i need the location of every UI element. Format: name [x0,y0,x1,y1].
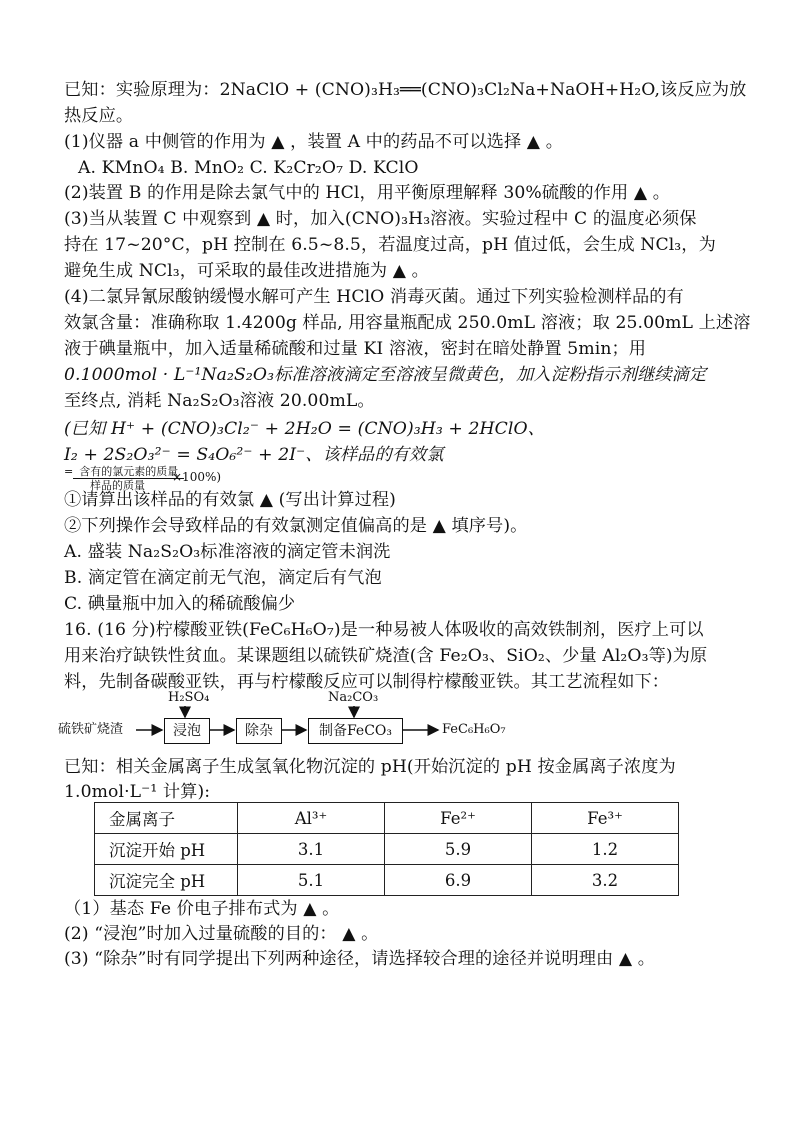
text-line: 避免生成 NCl₃，可采取的最佳改进措施为 ▲ 。 [64,261,429,281]
formula-tail: ×100%) [172,470,222,484]
option-c: C. 碘量瓶中加入的稀硫酸偏少 [64,594,296,614]
flow-reagent-na2co3: Na₂CO₃ [328,690,379,705]
table-cell: 6.9 [385,865,532,896]
table-header-row [95,803,679,834]
process-flow-diagram [58,690,758,754]
table-cell: 3.2 [532,865,679,896]
table-header-cell: Fe³⁺ [532,803,679,834]
text-line: 用来治疗缺铁性贫血。某课题组以硫铁矿烧渣(含 Fe₂O₃、SiO₂、少量 Al₂O₃等)为原 [64,646,708,666]
flow-start: 硫铁矿烧渣 [58,722,124,737]
table-cell: 5.9 [385,834,532,865]
question-3: (3)当从装置 C 中观察到 ▲ 时，加入(CNO)₃H₃溶液。实验过程中 C 的温度必须保 [64,209,697,229]
question-1: (1)仪器 a 中侧管的作用为 ▲ ，装置 A 中的药品不可以选择 ▲ 。 [64,132,563,152]
flow-end: FeC₆H₆O₇ [442,722,506,737]
text-line: 0.1000mol · L⁻¹Na₂S₂O₃标准溶液滴定至溶液呈微黄色，加入淀粉指示剂继续滴定 [64,365,707,385]
table-cell: 1.2 [532,834,679,865]
formula-denominator: 样品的质量 [90,479,145,492]
flow-step-prepare-feco3: 制备FeCO₃ [308,718,403,744]
flow-arrows [58,690,758,754]
table-header-cell: Fe²⁺ [385,803,532,834]
option-b: B. 滴定管在滴定前无气泡，滴定后有气泡 [64,568,382,588]
text-line: 至终点, 消耗 Na₂S₂O₃溶液 20.00mL。 [64,391,375,411]
question-16-2: (2) “浸泡”时加入过量硫酸的目的： ▲ 。 [64,924,379,944]
table-row [95,834,679,865]
question-16: 16. (16 分)柠檬酸亚铁(FeC₆H₆O₇)是一种易被人体吸收的高效铁制剂，医疗上可以 [64,620,704,640]
equation-1: (已知 H⁺ + (CNO)₃Cl₂⁻ + 2H₂O = (CNO)₃H₃ + 2HClO、 [64,419,545,439]
table-row [95,865,679,896]
table-cell: 3.1 [238,834,385,865]
question-16-3: (3) “除杂”时有同学提出下列两种途径，请选择较合理的途径并说明理由 ▲ 。 [64,949,656,969]
text-line: 已知：相关金属离子生成氢氧化物沉淀的 pH(开始沉淀的 pH 按金属离子浓度为 [64,757,676,777]
text-line: 热反应。 [64,106,134,126]
flow-reagent-h2so4: H₂SO₄ [168,690,210,705]
text-line: 已知：实验原理为：2NaClO + (CNO)₃H₃══(CNO)₃Cl₂Na+NaOH+H₂O,该反应为放 [64,80,747,100]
text-line: 液于碘量瓶中，加入适量稀硫酸和过量 KI 溶液，密封在暗处静置 5min；用 [64,339,647,359]
options-1: A. KMnO₄ B. MnO₂ C. K₂Cr₂O₇ D. KClO [78,158,419,178]
table-header-cell: 金属离子 [95,803,238,834]
text-line: 1.0mol·L⁻¹ 计算): [64,782,211,802]
table-cell: 5.1 [238,865,385,896]
text-line: 持在 17~20°C，pH 控制在 6.5~8.5，若温度过高，pH 值过低，会生成 NCl₃，为 [64,235,716,255]
equation-2: I₂ + 2S₂O₃²⁻ = S₄O₆²⁻ + 2I⁻、该样品的有效氯 [64,445,444,465]
text-line: 效氯含量：准确称取 1.4200g 样品, 用容量瓶配成 250.0mL 溶液；取 25.00mL 上述溶 [64,313,751,333]
option-a: A. 盛装 Na₂S₂O₃标准溶液的滴定管未润洗 [64,542,391,562]
question-4-1: ①请算出该样品的有效氯 ▲ (写出计算过程) [64,490,396,510]
table-cell: 沉淀完全 pH [95,865,238,896]
table-cell: 沉淀开始 pH [95,834,238,865]
formula-prefix: = [64,465,74,478]
question-4: (4)二氯异氰尿酸钠缓慢水解可产生 HClO 消毒灭菌。通过下列实验检测样品的有 [64,287,684,307]
table-header-cell: Al³⁺ [238,803,385,834]
question-2: (2)装置 B 的作用是除去氯气中的 HCl，用平衡原理解释 30%硫酸的作用 ▲ 。 [64,183,670,203]
formula-numerator: 含有的氯元素的质量 [73,465,184,479]
flow-step-soak: 浸泡 [164,718,210,744]
precipitation-ph-table [94,802,679,896]
text-line: 料，先制备碳酸亚铁，再与柠檬酸反应可以制得柠檬酸亚铁。其工艺流程如下： [64,672,670,692]
question-16-1: （1）基态 Fe 价电子排布式为 ▲ 。 [64,899,340,919]
question-4-2: ②下列操作会导致样品的有效氯测定值偏高的是 ▲ 填序号)。 [64,516,528,536]
flow-step-impurity-removal: 除杂 [236,718,282,744]
